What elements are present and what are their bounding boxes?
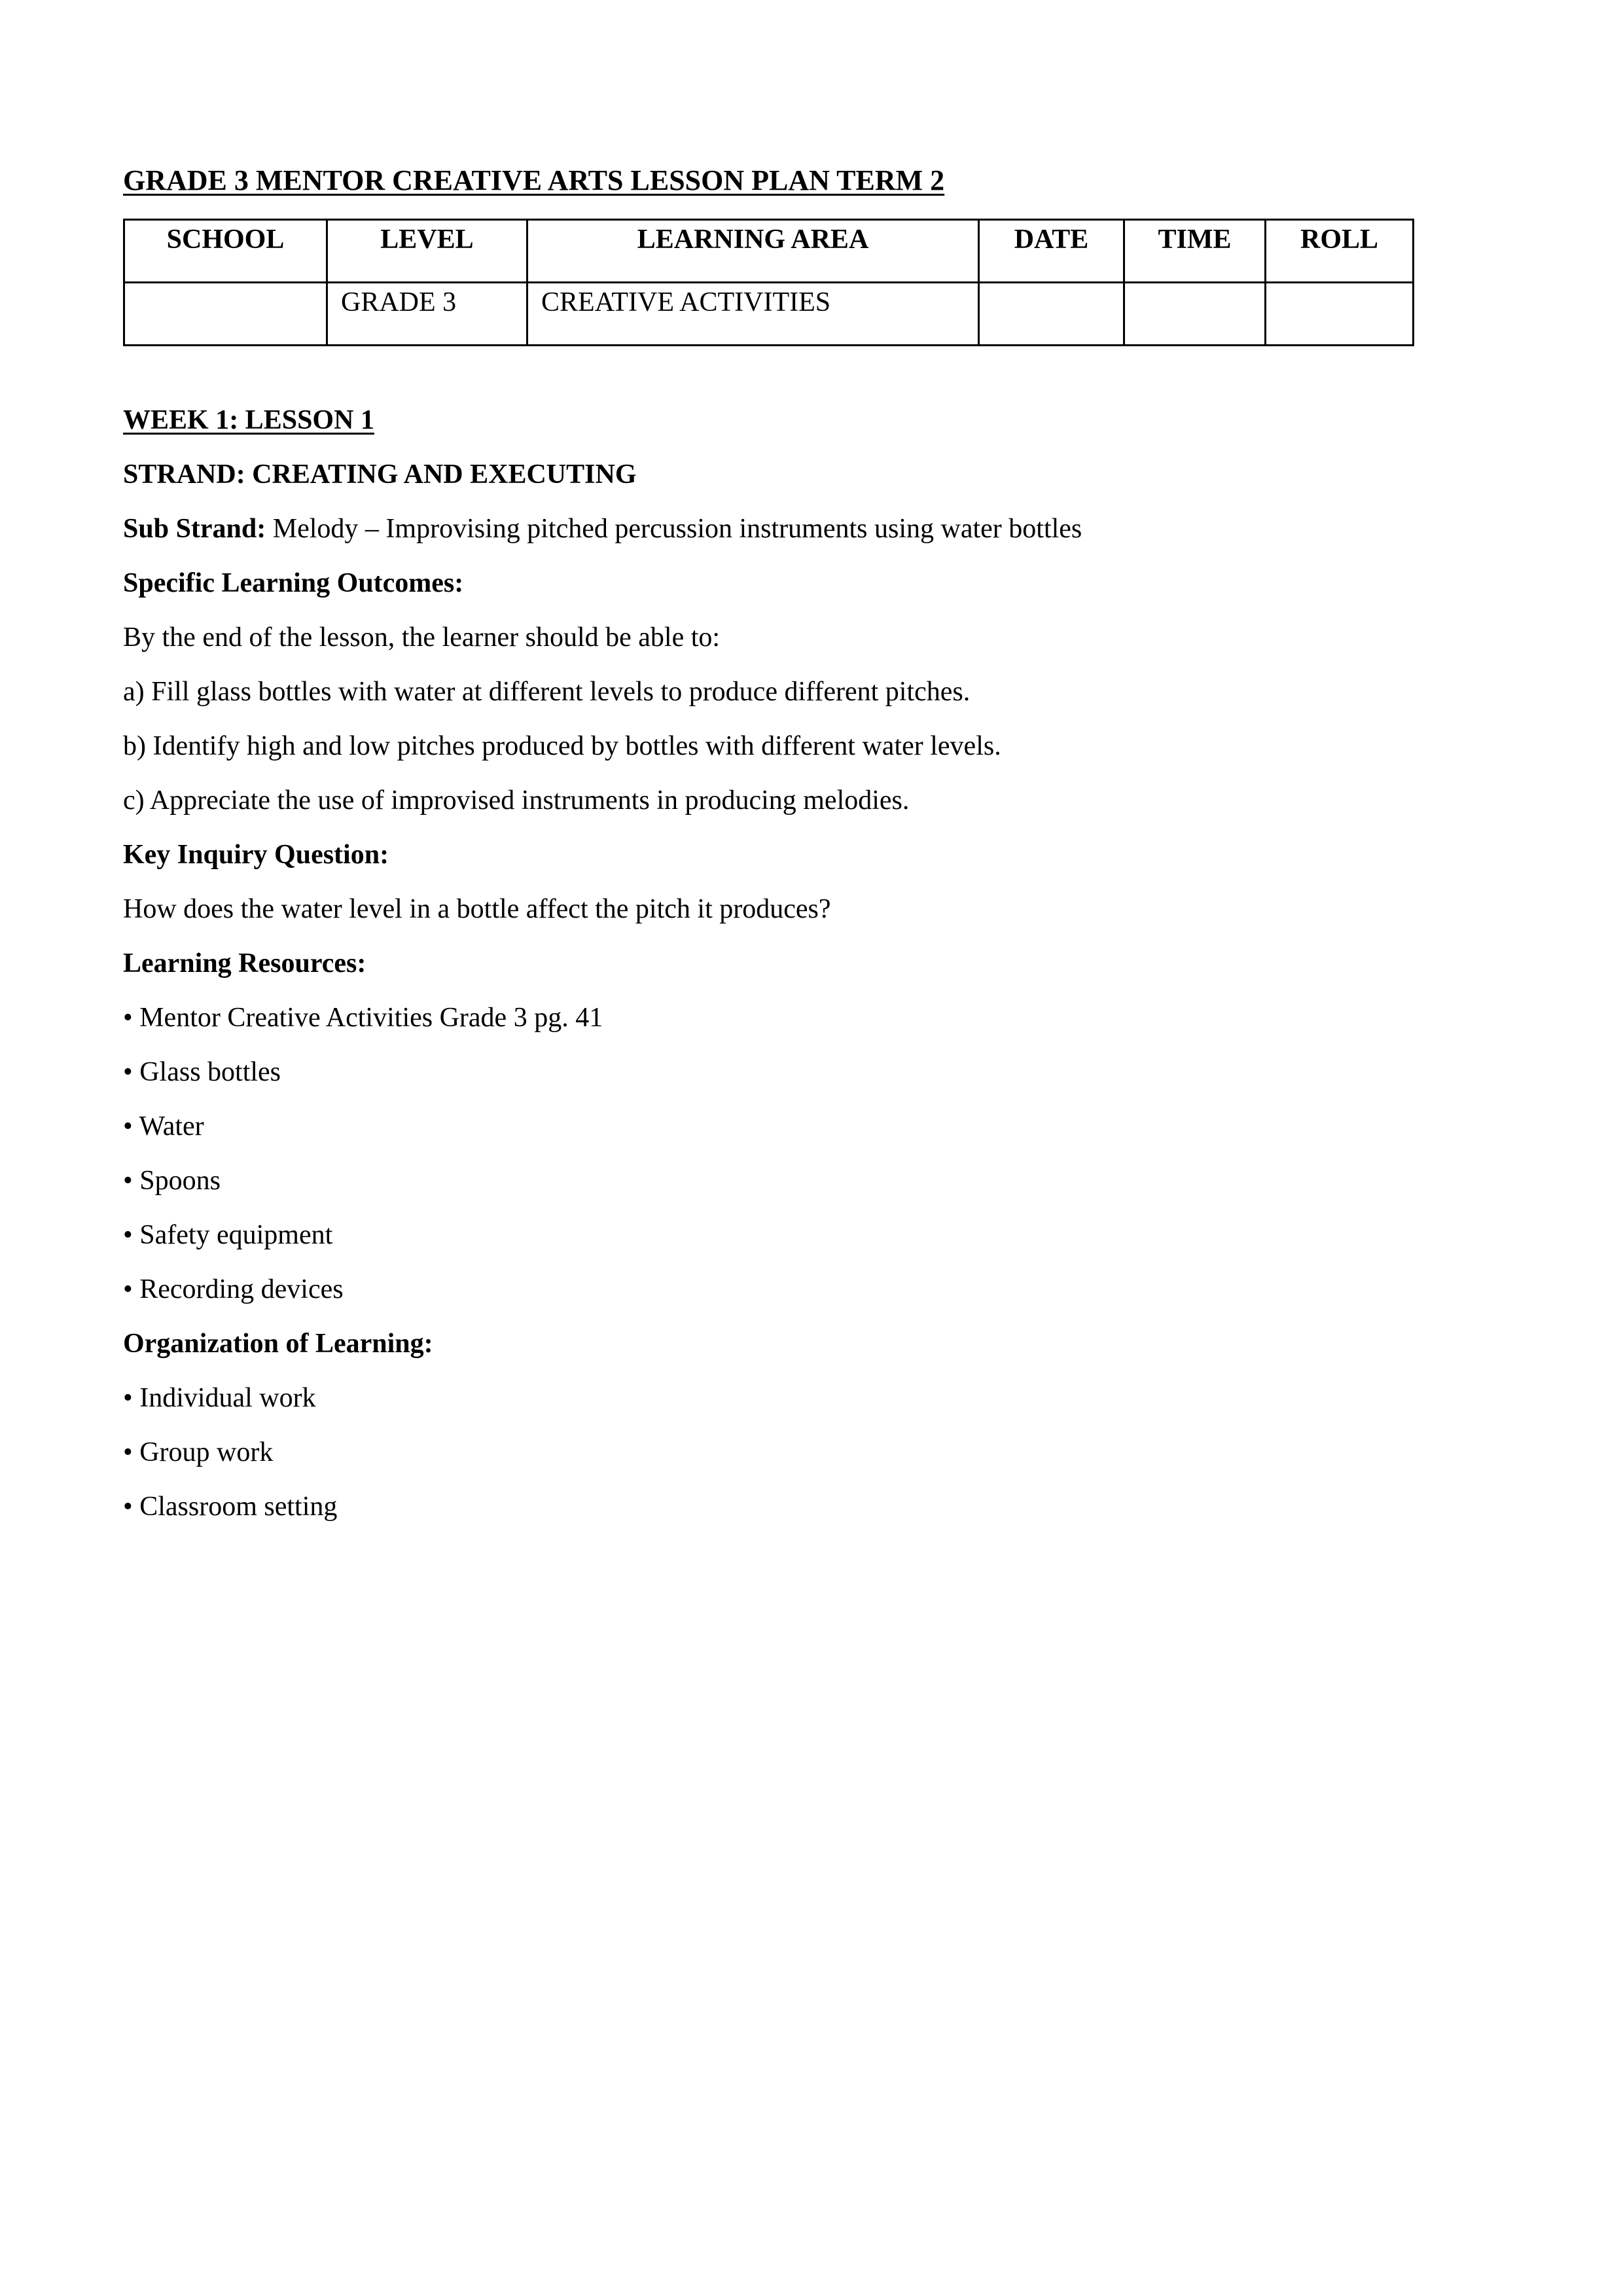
resource-item: • Water — [123, 1111, 204, 1141]
cell-level: GRADE 3 — [327, 283, 527, 346]
resource-item: • Safety equipment — [123, 1220, 333, 1250]
resource-item: • Recording devices — [123, 1274, 344, 1304]
header-roll: ROLL — [1266, 220, 1414, 283]
lesson-content — [123, 401, 1497, 1541]
cell-school — [124, 283, 327, 346]
organization-item: • Classroom setting — [123, 1492, 338, 1522]
organization-item: • Group work — [123, 1437, 274, 1467]
outcome-item: c) Appreciate the use of improvised instruments in producing melodies. — [123, 785, 910, 816]
strand-heading: STRAND: CREATING AND EXECUTING — [123, 459, 637, 490]
cell-time — [1124, 283, 1266, 346]
header-date: DATE — [979, 220, 1124, 283]
organization-item: • Individual work — [123, 1383, 316, 1413]
header-level: LEVEL — [327, 220, 527, 283]
sub-strand-label: Sub Strand: — [123, 514, 266, 544]
header-time: TIME — [1124, 220, 1266, 283]
lesson-info-table — [123, 219, 1414, 346]
document-title: GRADE 3 MENTOR CREATIVE ARTS LESSON PLAN TERM 2 — [123, 164, 945, 196]
organization-heading: Organization of Learning: — [123, 1329, 433, 1359]
header-school: SCHOOL — [124, 220, 327, 283]
outcomes-intro: By the end of the lesson, the learner should be able to: — [123, 622, 721, 653]
resource-item: • Mentor Creative Activities Grade 3 pg. 41 — [123, 1003, 603, 1033]
resources-heading: Learning Resources: — [123, 948, 366, 978]
resource-item: • Glass bottles — [123, 1057, 281, 1087]
resource-item: • Spoons — [123, 1166, 221, 1196]
table-header-row — [124, 220, 1414, 283]
outcomes-heading: Specific Learning Outcomes: — [123, 568, 464, 598]
sub-strand-value: Melody – Improvising pitched percussion instruments using water bottles — [266, 514, 1082, 544]
outcome-item: a) Fill glass bottles with water at different levels to produce different pitches. — [123, 677, 971, 707]
inquiry-question: How does the water level in a bottle affect the pitch it produces? — [123, 894, 831, 924]
week-lesson-heading: WEEK 1: LESSON 1 — [123, 405, 374, 435]
inquiry-heading: Key Inquiry Question: — [123, 840, 389, 870]
cell-learning-area: CREATIVE ACTIVITIES — [527, 283, 979, 346]
sub-strand-line — [123, 509, 1497, 564]
cell-roll — [1266, 283, 1414, 346]
outcome-item: b) Identify high and low pitches produced by bottles with different water levels. — [123, 731, 1001, 761]
cell-date — [979, 283, 1124, 346]
header-learning-area: LEARNING AREA — [527, 220, 979, 283]
table-row — [124, 283, 1414, 346]
